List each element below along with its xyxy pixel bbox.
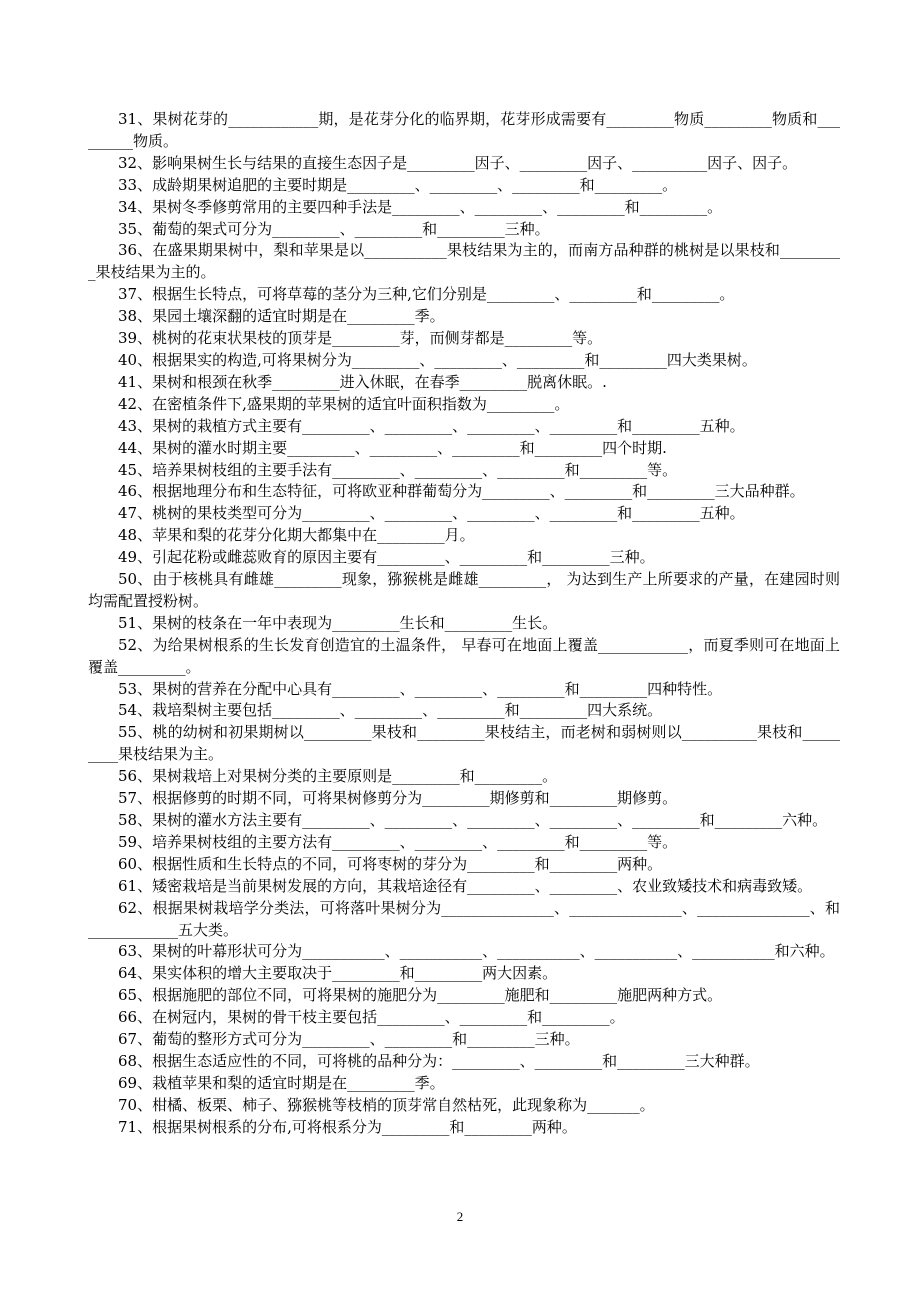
question-67: 67、葡萄的整形方式可分为_________、_________和_________三种。 (118, 1030, 580, 1049)
question-46: 46、根据地理分布和生态特征，可将欧亚种群葡萄分为_________、_________和_________三大品种群。 (118, 482, 805, 501)
question-52: 52、为给果树根系的生长发育创造宜的土温条件， 早春可在地面上覆盖____________，而夏季则可在地面上覆盖_________。 (88, 635, 840, 676)
question-63: 63、果树的叶幕形状可分为___________、___________、___________、___________、___________和六种。 (118, 942, 835, 961)
question-34: 34、果树冬季修剪常用的主要四种手法是_________、_________、_________和_________。 (118, 197, 723, 216)
question-57: 57、根据修剪的时期不同，可将果树修剪分为_________期修剪和_________期修剪。 (118, 789, 678, 808)
question-64: 64、果实体积的增大主要取决于_________和_________两大因素。 (118, 964, 558, 983)
question-49: 49、引起花粉或雌蕊败育的原因主要有_________、_________和_________三种。 (118, 548, 655, 567)
question-37: 37、根据生长特点，可将草莓的茎分为三种,它们分别是_________、_________和_________。 (118, 285, 735, 304)
question-54: 54、栽培梨树主要包括_________、_________、_________和_________四大系统。 (118, 701, 663, 720)
question-43: 43、果树的栽植方式主要有_________、_________、_________、_________和_________五种。 (118, 416, 745, 435)
question-42: 42、在密植条件下,盛果期的苹果树的适宜叶面积指数为_________。 (118, 394, 570, 413)
question-69: 69、栽植苹果和梨的适宜时期是在_________季。 (118, 1073, 445, 1092)
question-36: 36、在盛果期果树中，梨和苹果是以___________果枝结果为主的，而南方品种群的桃树是以果枝和_________果枝结果为主的。 (88, 241, 840, 282)
question-list (88, 109, 840, 1139)
question-59: 59、培养果树枝组的主要方法有_________、_________、_________和_________等。 (118, 832, 678, 851)
question-62: 62、根据果树栽培学分类法，可将落叶果树分为_______________、_______________、_______________、和____________五大类。 (88, 898, 840, 939)
question-56: 56、果树栽培上对果树分类的主要原则是_________和_________。 (118, 767, 558, 786)
question-60: 60、根据性质和生长特点的不同，可将枣树的芽分为_________和_________两种。 (118, 854, 663, 873)
question-41: 41、果树和根颈在秋季_________进入休眠，在春季_________脱离休眠。. (118, 372, 607, 391)
question-61: 61、矮密栽培是当前果树发展的方向，其栽培途径有_________、_________、农业致矮技术和病毒致矮。 (118, 876, 813, 895)
question-50: 50、由于核桃具有雌雄_________现象，猕猴桃是雌雄_________， 为达到生产上所要求的产量，在建园时则均需配置授粉树。 (88, 570, 840, 610)
question-65: 65、根据施肥的部位不同，可将果树的施肥分为_________施肥和_________施肥两种方式。 (118, 986, 723, 1005)
question-33: 33、成龄期果树追肥的主要时期是_________、_________、_________和_________。 (118, 175, 678, 194)
question-39: 39、桃树的花束状果枝的顶芽是_________芽，而侧芽都是_________等。 (118, 329, 603, 348)
question-40: 40、根据果实的构造,可将果树分为_________、_________、_________和_________四大类果树。 (118, 350, 757, 369)
question-51: 51、果树的枝条在一年中表现为_________生长和_________生长。 (118, 613, 558, 632)
question-71: 71、根据果树根系的分布,可将根系分为_________和_________两种。 (118, 1117, 577, 1136)
question-44: 44、果树的灌水时期主要_________、_________、_________和_________四个时期. (118, 438, 667, 457)
question-53: 53、果树的营养在分配中心具有_________、_________、_________和_________四种特性。 (118, 679, 723, 698)
question-48: 48、苹果和梨的花芽分化期大都集中在_________月。 (118, 526, 475, 545)
question-58: 58、果树的灌水方法主要有_________、_________、_________、_________、_________和_________六种。 (118, 811, 828, 829)
question-31: 31、果树花芽的____________期，是花芽分化的临界期，花芽形成需要有_________物质_________物质和_________物质。 (88, 110, 840, 150)
question-38: 38、果园土壤深翻的适宜时期是在_________季。 (118, 307, 445, 326)
question-66: 66、在树冠内，果树的骨干枝主要包括_________、_________和_________。 (118, 1008, 625, 1027)
question-47: 47、桃树的果枝类型可分为_________、_________、_________、_________和_________五种。 (118, 504, 745, 523)
page-number: 2 (456, 1209, 464, 1224)
question-70: 70、柑橘、板栗、柿子、猕猴桃等枝梢的顶芽常自然枯死，此现象称为_______。 (118, 1095, 655, 1114)
question-32: 32、影响果树生长与结果的直接生态因子是_________因子、_________因子、__________因子、因子。 (118, 153, 798, 172)
question-45: 45、培养果树枝组的主要手法有_________、_________、_________和_________等。 (118, 460, 678, 479)
question-35: 35、葡萄的架式可分为_________、_________和_________三种。 (118, 219, 550, 238)
question-68: 68、根据生态适应性的不同，可将桃的品种分为：_________、_________和_________三大种群。 (118, 1051, 760, 1070)
question-55: 55、桃的幼树和初果期树以_________果枝和_________果枝结主，而老树和弱树则以__________果枝和_________果枝结果为主。 (88, 723, 840, 764)
